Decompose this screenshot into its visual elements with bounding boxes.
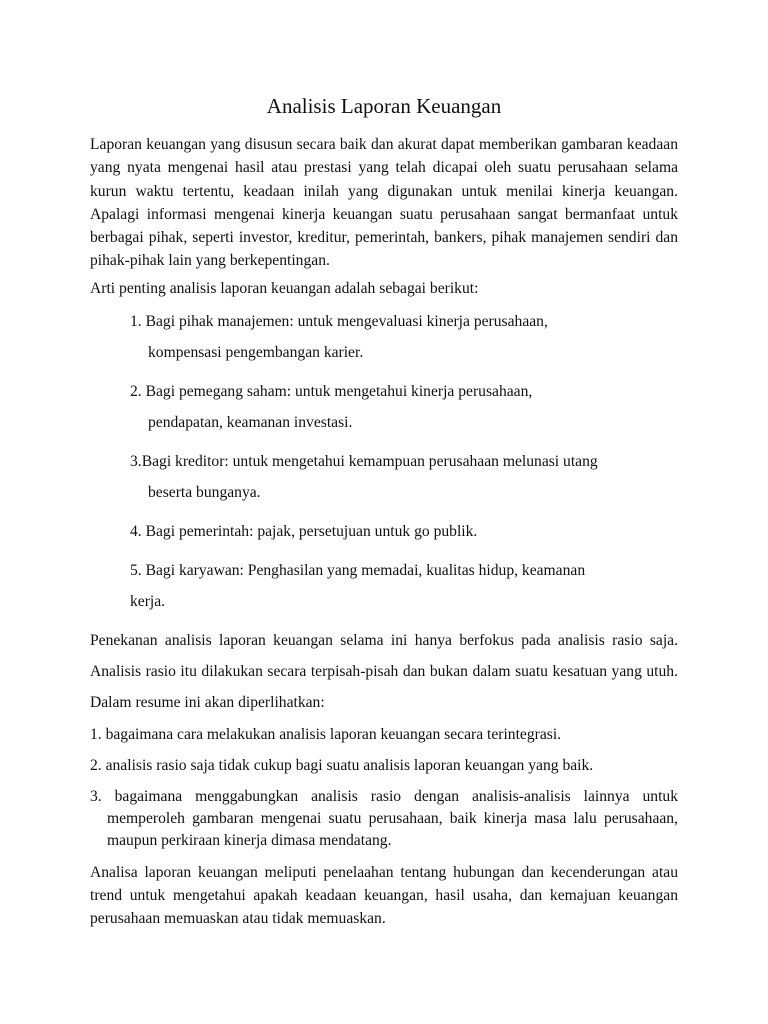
paragraph-1: Laporan keuangan yang disusun secara baik dan akurat dapat memberikan gambaran keadaan yang nyata mengenai hasil atau prestasi yang telah dicapai oleh suatu perusahaan selama kurun waktu tertentu, keadaan inilah yang digunakan untuk menilai kinerja keuangan. Apalagi informasi mengenai kinerja keuangan suatu perusahaan sangat bermanfaat untuk berbagai pihak, seperti investor, kreditur, pemerintah, bankers, pihak manajemen sendiri dan pihak-pihak lain yang berkepentingan. <box>90 136 678 270</box>
list-item-line2: pendapatan, keamanan investasi. <box>148 414 353 432</box>
list-item <box>90 555 678 617</box>
list-item-line1: 2. Bagi pemegang saham: untuk mengetahui kinerja perusahaan, <box>130 383 533 401</box>
list-item: 1. bagaimana cara melakukan analisis laporan keuangan secara terintegrasi. <box>90 726 562 744</box>
list-item <box>90 446 678 508</box>
list-item: 2. analisis rasio saja tidak cukup bagi suatu analisis laporan keuangan yang baik. <box>90 757 594 775</box>
benefits-list <box>90 306 678 617</box>
list-item-line1: 5. Bagi karyawan: Penghasilan yang memadai, kualitas hidup, keamanan <box>130 562 586 580</box>
list-item-line2: beserta bunganya. <box>148 484 261 502</box>
document-page <box>90 92 678 930</box>
list-item <box>90 376 678 438</box>
list-item: 3. bagaimana menggabungkan analisis rasio dengan analisis-analisis lainnya untuk memperoleh gambaran mengenai suatu perusahaan, baik kinerja masa lalu perusahaan, maupun perkiraan kinerja dimasa mendatang. <box>90 788 678 850</box>
list-item-line2: kompensasi pengembangan karier. <box>148 344 364 362</box>
paragraph-3: Analisa laporan keuangan meliputi penelaahan tentang hubungan dan kecenderungan atau trend untuk mengetahui apakah keadaan keuangan, hasil usaha, dan kemajuan keuangan perusahaan memuaskan atau tidak memuaskan. <box>90 864 678 928</box>
list-item-line1: 3.Bagi kreditor: untuk mengetahui kemampuan perusahaan melunasi utang <box>130 453 598 471</box>
list-item-line1: 4. Bagi pemerintah: pajak, persetujuan untuk go publik. <box>130 523 478 541</box>
intro-paragraph: Arti penting analisis laporan keuangan adalah sebagai berikut: <box>90 279 479 297</box>
list-item <box>90 516 678 547</box>
resume-list <box>90 724 678 852</box>
paragraph-2: Penekanan analisis laporan keuangan selama ini hanya berfokus pada analisis rasio saja. Analisis rasio itu dilakukan secara terpisah-pisah dan bukan dalam suatu kesatuan yang utuh. Dalam resume ini akan diperlihatkan: <box>90 632 678 712</box>
list-item <box>90 306 678 368</box>
list-item-line2: kerja. <box>130 593 166 611</box>
document-title: Analisis Laporan Keuangan <box>266 94 502 118</box>
list-item-line1: 1. Bagi pihak manajemen: untuk mengevaluasi kinerja perusahaan, <box>130 313 548 331</box>
